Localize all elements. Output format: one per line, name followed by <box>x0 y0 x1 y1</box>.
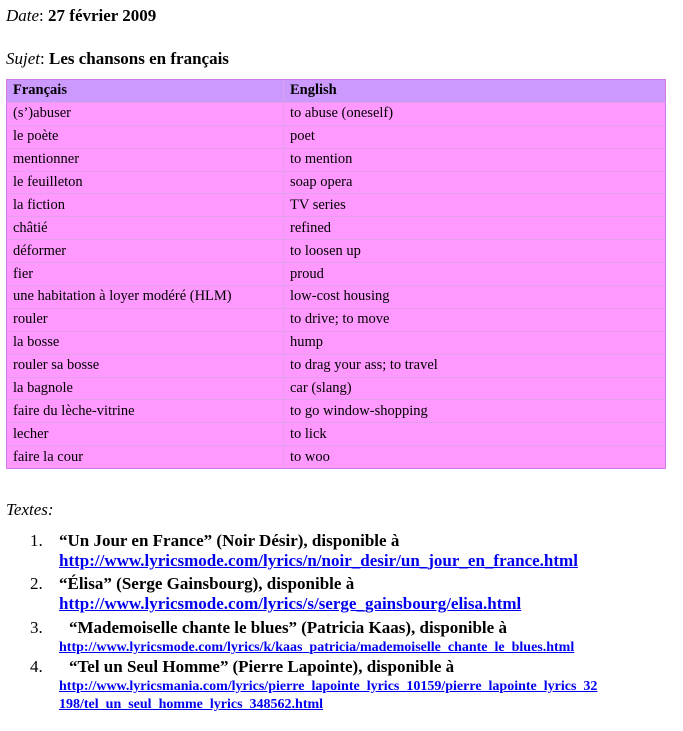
date-value: 27 février 2009 <box>48 6 157 25</box>
english-translation: TV series <box>284 194 665 217</box>
french-term: faire du lèche-vitrine <box>7 400 284 423</box>
lyrics-link-line-1: http://www.lyricsmania.com/lyrics/pierre_lapointe_lyrics_10159/pierre_lapointe_lyrics_32 <box>59 679 598 694</box>
english-translation: proud <box>284 263 665 286</box>
english-translation: hump <box>284 332 665 355</box>
song-title: “Tel un Seul Homme” <box>69 657 229 676</box>
table-header-row <box>7 80 665 103</box>
list-number: 4. <box>30 657 43 676</box>
english-translation: refined <box>284 217 665 240</box>
french-term: le poète <box>7 126 284 149</box>
song-description <box>59 618 574 656</box>
french-term: la bagnole <box>7 378 284 401</box>
english-translation: to drag your ass; to travel <box>284 355 665 378</box>
english-translation: to woo <box>284 446 665 468</box>
english-translation: to go window-shopping <box>284 400 665 423</box>
song-artist: (Serge Gainsbourg), disponible à <box>116 574 355 593</box>
table-row <box>7 309 665 332</box>
song-title: “Mademoiselle chante le blues” <box>69 618 298 637</box>
table-row <box>7 446 665 468</box>
song-description <box>59 574 521 614</box>
list-number: 2. <box>30 574 43 593</box>
vocabulary-table <box>6 79 666 469</box>
table-row <box>7 400 665 423</box>
table-row <box>7 355 665 378</box>
english-translation: to drive; to move <box>284 309 665 332</box>
french-term: (s’)abuser <box>7 103 284 126</box>
table-row <box>7 126 665 149</box>
table-row <box>7 240 665 263</box>
lyrics-link[interactable]: http://www.lyricsmode.com/lyrics/n/noir_desir/un_jour_en_france.html <box>59 551 578 570</box>
french-term: la bosse <box>7 332 284 355</box>
table-row <box>7 423 665 446</box>
french-term: fier <box>7 263 284 286</box>
list-number: 1. <box>30 531 43 550</box>
french-term: déformer <box>7 240 284 263</box>
french-term: rouler sa bosse <box>7 355 284 378</box>
song-title: “Élisa” <box>59 574 112 593</box>
table-row <box>7 172 665 195</box>
table-row <box>7 217 665 240</box>
table-row <box>7 149 665 172</box>
english-translation: low-cost housing <box>284 286 665 309</box>
song-title: “Un Jour en France” <box>59 531 213 550</box>
song-description <box>59 657 597 713</box>
english-translation: to lick <box>284 423 665 446</box>
french-term: la fiction <box>7 194 284 217</box>
textes-heading: Textes: <box>6 500 54 519</box>
table-row <box>7 332 665 355</box>
lyrics-link-line-2: 198/tel_un_seul_homme_lyrics_348562.html <box>59 697 324 712</box>
table-row <box>7 194 665 217</box>
subject-line: Sujet: Les chansons en français <box>6 49 229 68</box>
english-translation: poet <box>284 126 665 149</box>
table-row <box>7 378 665 401</box>
french-term: lecher <box>7 423 284 446</box>
column-header-francais: Français <box>7 80 284 103</box>
english-translation: car (slang) <box>284 378 665 401</box>
song-artist: (Patricia Kaas), disponible à <box>301 618 507 637</box>
lyrics-link[interactable]: http://www.lyricsmode.com/lyrics/k/kaas_patricia/mademoiselle_chante_le_blues.html <box>59 640 575 655</box>
english-translation: to loosen up <box>284 240 665 263</box>
table-row <box>7 103 665 126</box>
french-term: faire la cour <box>7 446 284 468</box>
table-row <box>7 263 665 286</box>
french-term: mentionner <box>7 149 284 172</box>
french-term: une habitation à loyer modéré (HLM) <box>7 286 284 309</box>
vocabulary-table-body <box>7 103 665 468</box>
french-term: le feuilleton <box>7 172 284 195</box>
subject-label: Sujet <box>6 49 40 68</box>
song-description <box>59 531 578 571</box>
english-translation: to mention <box>284 149 665 172</box>
lyrics-link[interactable] <box>59 679 597 712</box>
english-translation: to abuse (oneself) <box>284 103 665 126</box>
french-term: rouler <box>7 309 284 332</box>
list-number: 3. <box>30 618 43 637</box>
table-row <box>7 286 665 309</box>
song-artist: (Pierre Lapointe), disponible à <box>232 657 455 676</box>
lyrics-link[interactable]: http://www.lyricsmode.com/lyrics/s/serge_gainsbourg/elisa.html <box>59 594 522 613</box>
date-label: Date <box>6 6 40 25</box>
column-header-english: English <box>284 80 665 103</box>
subject-value: Les chansons en français <box>48 49 229 68</box>
english-translation: soap opera <box>284 172 665 195</box>
song-artist: (Noir Désir), disponible à <box>216 531 400 550</box>
french-term: châtié <box>7 217 284 240</box>
date-line: Date: 27 février 2009 <box>6 6 157 25</box>
